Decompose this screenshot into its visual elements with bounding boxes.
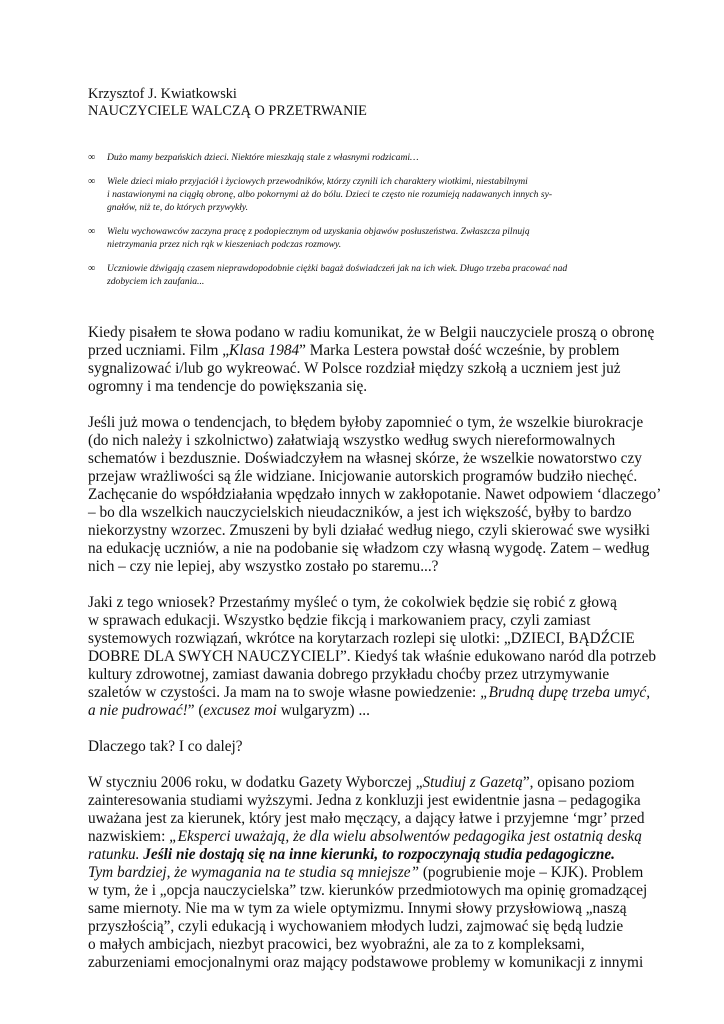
text-line: same miernoty. Nie ma w tym za wiele optymizmu. Innymi słowy przysłowiową „naszą — [88, 900, 627, 917]
quote-bold-italic: Jeśli nie dostają się na inne kierunki, to rozpoczynają studia pedagogiczne. — [143, 846, 615, 863]
paragraph — [88, 414, 662, 576]
infinity-icon: ∞ — [88, 176, 96, 187]
text-line: niekorzystny wzorzec. Zmuszeni by byli działać według niego, czyli skierować swe wysiłki — [88, 522, 650, 539]
motto-item — [88, 225, 648, 251]
motto-line: Dużo mamy bezpańskich dzieci. Niektóre mieszkają stale z własnymi rodzicami… — [107, 152, 419, 163]
text-line: systemowych rozwiązań, wkrótce na korytarzach rozlepi się ulotki: „DZIECI, BĄDŹCIE — [88, 630, 635, 647]
paragraph — [88, 324, 655, 396]
foreign-phrase: excusez moi — [203, 702, 277, 719]
text-line: Jeśli już mowa o tendencjach, to błędem byłoby zapomnieć o tym, że wszelkie biurokracje — [88, 414, 644, 431]
text-line — [88, 846, 648, 864]
film-title: Klasa 1984 — [229, 342, 300, 359]
motto-line: gnałów, niż te, do których przywykły. — [107, 202, 249, 213]
infinity-icon: ∞ — [88, 152, 96, 163]
motto-line: zdobyciem ich zaufania... — [107, 276, 205, 287]
motto-list — [88, 151, 648, 288]
text-line — [88, 774, 648, 792]
text-line — [88, 684, 651, 702]
text-run: przed uczniami. Film „ — [88, 342, 230, 359]
author-name: Krzysztof J. Kwiatkowski — [88, 86, 237, 102]
motto-line: nietrzymania przez nich rąk w kieszeniach podczas rozmowy. — [107, 239, 342, 250]
document-page — [88, 86, 662, 990]
text-run: ” Marka Lestera powstał dość wcześnie, by problem — [299, 342, 620, 359]
text-line: ogromny i ma tendencje do powiększania się. — [88, 378, 368, 395]
text-line: przyszłością”, czyli edukacją i wychowaniem młodych ludzi, zajmować się będą ludzie — [88, 918, 624, 935]
infinity-icon: ∞ — [88, 226, 96, 237]
motto-item — [88, 151, 648, 164]
paragraph — [88, 594, 657, 720]
paragraph — [88, 738, 648, 756]
paragraph — [88, 774, 648, 972]
motto-line: Wielu wychowawców zaczyna pracę z podopiecznym od uzyskania objawów posłuszeństwa. Zwłaszcza pilnują — [107, 226, 530, 237]
text-line: na edukację uczniów, a nie na podobanie się władzom czy własną wygodę. Zatem – według — [88, 540, 650, 557]
quote-italic: „Eksperci uważają, że dla wielu absolwentów pedagogika jest ostatnią deską — [169, 828, 642, 845]
text-line: Jaki z tego wniosek? Przestańmy myśleć o tym, że cokolwiek będzie się robić z głową — [88, 594, 617, 611]
text-run: ”, opisano poziom — [522, 774, 635, 791]
quote-italic: „Brudną dupę trzeba umyć, — [480, 684, 651, 701]
quote-italic: a nie pudrować! — [88, 702, 188, 719]
motto-line: Uczniowie dźwigają czasem nieprawdopodobnie ciężki bagaż doświadczeń jak na ich wiek. Długo trzeba pracować nad — [107, 263, 568, 274]
motto-item — [88, 262, 648, 288]
motto-line: i nastawionymi na ciągłą obronę, albo pokornymi aż do bólu. Dzieci te często nie rozumieją nadawanych innych sy- — [107, 189, 553, 200]
text-line: przejaw wrażliwości są źle widziane. Inicjowanie autorskich programów budziło niechęć. — [88, 468, 638, 485]
document-title: NAUCZYCIELE WALCZĄ O PRZETRWANIE — [88, 103, 367, 119]
supplement-title: Studiuj z Gazetą — [422, 774, 523, 791]
text-line: uważana jest za kierunek, który jest mało męczący, a dający łatwe i przyjemne ‘mgr’ przed — [88, 810, 645, 827]
motto-line: Wiele dzieci miało przyjaciół i życiowych przewodników, którzy czynili ich charaktery wiotkimi, niestabilnymi — [107, 176, 528, 187]
motto-item — [88, 175, 648, 214]
text-line — [88, 828, 648, 846]
text-line: Dlaczego tak? I co dalej? — [88, 738, 243, 755]
text-line: zainteresowania studiami wyższymi. Jedna z konkluzji jest ewidentnie jasna – pedagogika — [88, 792, 641, 809]
text-run: szaletów w czystości. Ja mam na to swoje własne powiedzenie: — [88, 684, 481, 701]
text-run: wulgaryzm) ... — [276, 702, 370, 719]
text-line — [88, 864, 648, 882]
text-line: (do nich należy i szkolnictwo) załatwiają wszystko według swych niereformowalnych — [88, 432, 616, 449]
text-line: DOBRE DLA SWYCH NAUCZYCIELI”. Kiedyś tak właśnie edukowano naród dla potrzeb — [88, 648, 657, 665]
quote-italic: ratunku. — [88, 846, 144, 863]
text-line: nich – czy nie lepiej, aby wszystko zostało po staremu...? — [88, 558, 439, 575]
text-run: nazwiskiem: — [88, 828, 170, 845]
text-line: sygnalizować i/lub go wykreować. W Polsce rozdział między szkołą a uczniem jest już — [88, 360, 621, 377]
infinity-icon: ∞ — [88, 263, 96, 274]
text-line: w sprawach edukacji. Wszystko będzie fikcją i markowaniem pracy, czyli zamiast — [88, 612, 591, 629]
text-line: schematów i bezdusznie. Doświadczyłem na własnej skórze, że wszelkie nowatorstwo czy — [88, 450, 642, 467]
text-line: Kiedy pisałem te słowa podano w radiu komunikat, że w Belgii nauczyciele proszą o obronę — [88, 324, 655, 341]
text-line: – bo dla wszelkich nauczycielskich nieudaczników, a jest ich większość, byłby to bardzo — [88, 504, 632, 521]
text-line: zaburzeniami emocjonalnymi oraz mający podstawowe problemy w komunikacji z innymi — [88, 954, 644, 971]
text-run: (pogrubienie moje – KJK). Problem — [419, 864, 644, 881]
text-run: W styczniu 2006 roku, w dodatku Gazety Wyborczej „ — [88, 774, 423, 791]
text-line — [88, 342, 648, 360]
article-body — [88, 324, 662, 972]
text-line: w tym, że i „opcja nauczycielska” tzw. kierunków przedmiotowych ma opinię gromadzącej — [88, 882, 648, 899]
text-run: ” ( — [187, 702, 204, 719]
quote-italic: Tym bardziej, że wymagania na te studia są mniejsze” — [88, 864, 419, 881]
text-line: kultury zdrowotnej, zamiast dawania dobrego przykładu choćby przez utrzymywanie — [88, 666, 610, 683]
text-line: o małych ambicjach, niezbyt pracowici, bez wyobraźni, ale za to z kompleksami, — [88, 936, 585, 953]
text-line — [88, 702, 648, 720]
text-line: Zachęcanie do współdziałania wpędzało innych w zakłopotanie. Nawet odpowiem ‘dlaczego’ — [88, 486, 662, 503]
